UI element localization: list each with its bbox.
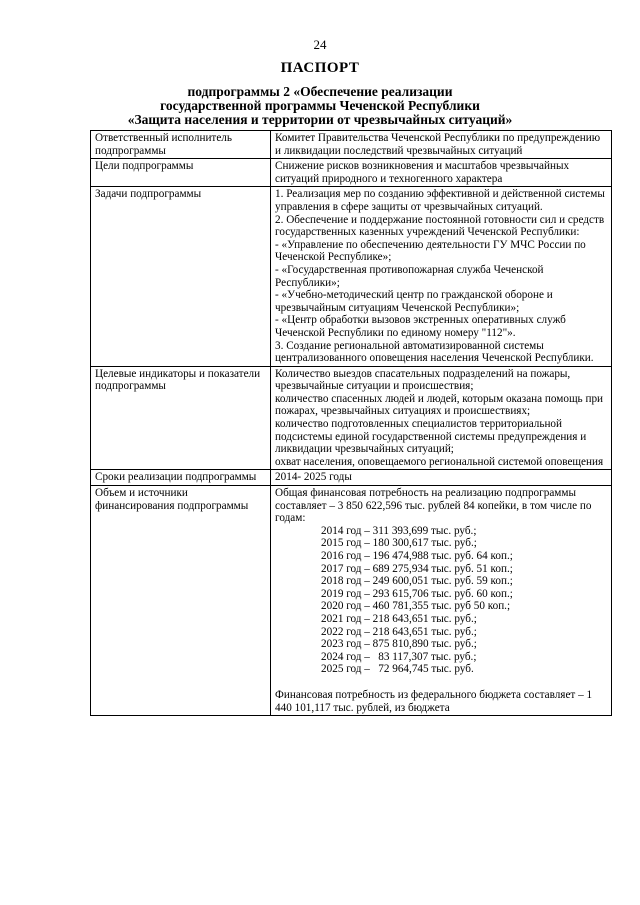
document-subtitle [40, 85, 600, 127]
row-value-line: Количество выездов спасательных подразделений на пожары, чрезвычайные ситуации и происшествия; [275, 367, 571, 393]
subtitle-line: «Защита населения и территории от чрезвычайных ситуаций» [127, 112, 513, 127]
table-row [91, 470, 612, 486]
row-value [271, 470, 612, 486]
finance-year-line: 2014 год – 311 393,699 тыс. руб.; [321, 524, 477, 537]
finance-year-line: 2023 год – 875 810,890 тыс. руб.; [321, 638, 477, 651]
finance-year-line: 2015 год – 180 300,617 тыс. руб.; [321, 537, 477, 550]
finance-year-line: 2020 год – 460 781,355 тыс. руб 50 коп.; [321, 600, 511, 613]
row-value-line: - «Центр обработки вызовов экстренных оперативных служб Чеченской Республики по единому номеру "112"». [275, 314, 566, 339]
finance-intro: Общая финансовая потребность на реализацию подпрограммы составляет – 3 850 622,596 тыс. рублей 84 копейки, в том числе по годам: [275, 487, 592, 525]
row-value-line: 2014- 2025 годы [275, 471, 352, 484]
row-value-line: количество спасенных людей и людей, которым оказана помощь при пожарах, чрезвычайных ситуациях и происшествиях; [275, 392, 604, 418]
finance-year-line: 2018 год – 249 600,051 тыс. руб. 59 коп.; [321, 575, 513, 588]
row-value-line: Комитет Правительства Чеченской Республики по предупреждению и ликвидации последствий чрезвычайных ситуаций [275, 132, 601, 157]
finance-federal: Финансовая потребность из федерального бюджета составляет – 1 440 101,117 тыс. рублей, из бюджета [275, 688, 593, 714]
row-label: Цели подпрограммы [91, 159, 271, 187]
row-value [271, 366, 612, 470]
finance-year-line: 2024 год – 83 117,307 тыс. руб.; [321, 650, 477, 663]
row-value-line: Снижение рисков возникновения и масштабов чрезвычайных ситуаций природного и техногенного характера [275, 160, 570, 185]
finance-row [91, 486, 612, 716]
page-number: 24 [313, 37, 327, 52]
finance-year-line: 2019 год – 293 615,706 тыс. руб. 60 коп.; [321, 587, 513, 600]
row-value-line: 1. Реализация мер по созданию эффективной и действенной системы управления в сфере защиты от чрезвычайных ситуаций. [275, 188, 605, 213]
finance-year-line: 2022 год – 218 643,651 тыс. руб.; [321, 625, 477, 638]
row-label: Сроки реализации подпрограммы [91, 470, 271, 486]
finance-year-line: 2025 год – 72 964,745 тыс. руб. [321, 663, 474, 676]
row-label: Ответственный исполнитель подпрограммы [91, 131, 271, 159]
table-row [91, 187, 612, 366]
finance-year-line: 2016 год – 196 474,988 тыс. руб. 64 коп.; [321, 550, 513, 562]
row-value-line: - «Государственная противопожарная служба Чеченской Республики»; [275, 263, 544, 289]
table-row [91, 366, 612, 470]
row-value [271, 187, 612, 366]
row-label: Целевые индикаторы и показатели подпрограммы [91, 366, 271, 470]
subtitle-line: государственной программы Чеченской Республики [160, 98, 480, 113]
row-label: Объем и источники финансирования подпрограммы [91, 486, 271, 716]
finance-year-line: 2021 год – 218 643,651 тыс. руб.; [321, 612, 477, 625]
table-row [91, 159, 612, 187]
document-title: ПАСПОРТ [280, 60, 360, 76]
passport-table [90, 130, 612, 716]
subtitle-line: подпрограммы 2 «Обеспечение реализации [187, 84, 453, 99]
finance-value [271, 486, 612, 716]
row-value-line: - «Учебно-методический центр по гражданской обороне и чрезвычайным ситуациям Чеченской Республики»; [275, 289, 553, 314]
finance-year-line: 2017 год – 689 275,934 тыс. руб. 51 коп.; [321, 562, 513, 575]
row-value-line: 2. Обеспечение и поддержание постоянной готовности сил и средств государственных казенных учреждений Чеченской Республики: [275, 213, 605, 239]
row-value-line: 3. Создание региональной автоматизированной системы централизованного оповещения населения Чеченской Республики. [275, 339, 594, 365]
row-value-line: охват населения, оповещаемого региональной системой оповещения [275, 455, 604, 468]
row-value [271, 131, 612, 159]
row-value [271, 159, 612, 187]
row-value-line: количество подготовленных специалистов территориальной подсистемы единой государственной системы предупреждения и ликвидации чрезвычайных ситуаций; [275, 418, 587, 456]
row-value-line: - «Управление по обеспечению деятельности ГУ МЧС России по Чеченской Республике»; [275, 238, 586, 264]
table-row [91, 131, 612, 159]
row-label: Задачи подпрограммы [91, 187, 271, 366]
